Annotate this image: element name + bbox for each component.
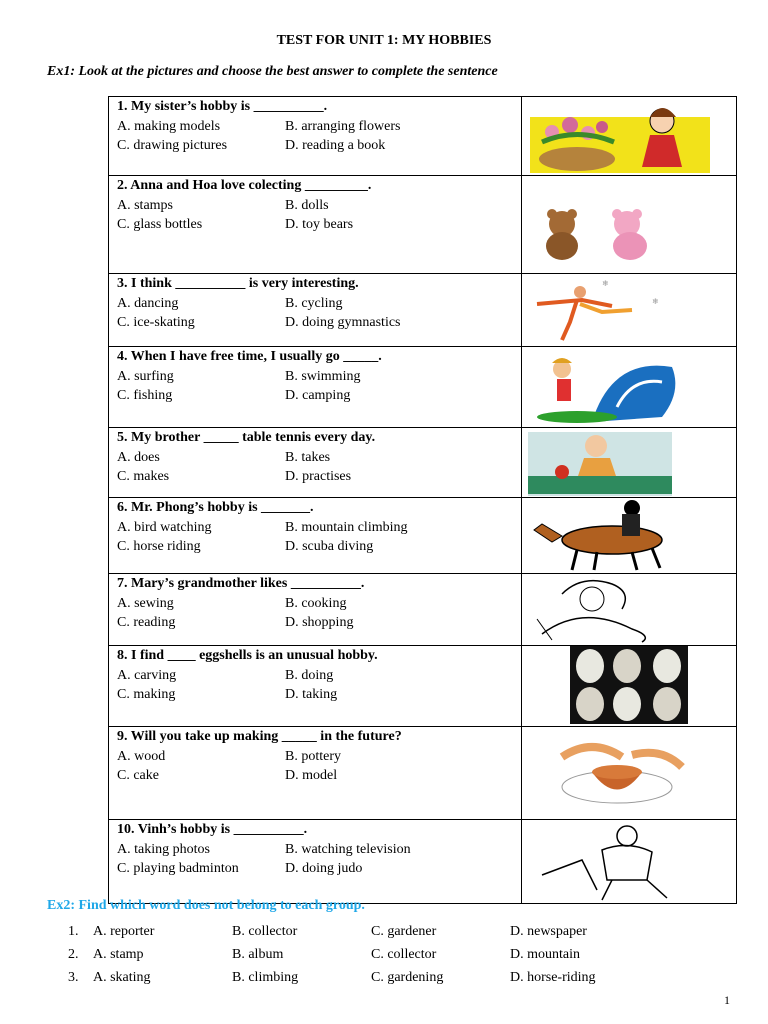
option-d: D. camping: [285, 388, 351, 403]
ex2-list: [68, 920, 630, 989]
option-b: B. takes: [285, 449, 331, 465]
option-d: D. newspaper: [510, 923, 587, 939]
teddy-bears-picture: [522, 176, 736, 273]
ex1-instruction: Ex1: Look at the pictures and choose the best answer to complete the sentence: [47, 64, 498, 79]
option-a: A. taking photos: [117, 841, 210, 857]
grandmother-sewing-picture: [522, 574, 736, 645]
option-d: D. doing judo: [285, 861, 363, 876]
option-b: B. watching television: [285, 841, 411, 857]
option-c: C. ice-skating: [117, 315, 195, 330]
option-b: B. collector: [232, 923, 298, 939]
question-text: 4. When I have free time, I usually go _____.: [117, 349, 382, 364]
option-a: A. surfing: [117, 368, 174, 384]
question-row: [109, 176, 737, 274]
judo-picture: [522, 820, 736, 903]
option-d: D. shopping: [285, 615, 354, 630]
option-d: D. doing gymnastics: [285, 315, 401, 330]
svg-text:❄: ❄: [652, 297, 659, 306]
option-d: D. mountain: [510, 946, 580, 962]
option-a: A. dancing: [117, 295, 179, 311]
option-c: C. makes: [117, 469, 170, 484]
ice-skater-picture: [522, 274, 736, 346]
item-number: 2.: [68, 946, 79, 962]
horse-rider-picture: [522, 498, 736, 573]
option-a: A. making models: [117, 118, 221, 134]
ex2-instruction: Ex2: Find which word does not belong to each group.: [47, 898, 365, 913]
option-c: C. cake: [117, 768, 159, 783]
option-c: C. making: [117, 687, 176, 702]
question-text: 10. Vinh’s hobby is __________.: [117, 822, 308, 837]
question-row: [109, 428, 737, 498]
carved-eggshells-picture: [522, 646, 736, 726]
flower-arranging-picture: [522, 97, 736, 175]
question-row: [109, 574, 737, 646]
option-c: C. gardener: [371, 923, 437, 939]
pottery-picture: [522, 727, 736, 819]
option-d: D. scuba diving: [285, 539, 374, 554]
question-text: 9. Will you take up making _____ in the future?: [117, 729, 402, 744]
svg-text:❄: ❄: [602, 279, 609, 288]
option-b: B. cooking: [285, 595, 347, 611]
question-row: [109, 820, 737, 904]
option-c: C. drawing pictures: [117, 138, 228, 153]
option-c: C. horse riding: [117, 539, 201, 554]
question-row: [109, 274, 737, 347]
option-c: C. playing badminton: [117, 861, 239, 876]
option-a: A. bird watching: [117, 519, 212, 535]
option-c: C. collector: [371, 946, 437, 962]
option-a: A. reporter: [93, 923, 155, 939]
item-number: 1.: [68, 923, 79, 939]
option-b: B. cycling: [285, 295, 343, 311]
ex2-row: [68, 920, 630, 943]
option-a: A. does: [117, 449, 160, 465]
option-c: C. glass bottles: [117, 217, 203, 232]
option-c: C. gardening: [371, 969, 444, 985]
option-b: B. arranging flowers: [285, 118, 401, 134]
option-a: A. stamps: [117, 197, 173, 213]
question-text: 8. I find ____ eggshells is an unusual hobby.: [117, 648, 378, 663]
page-number: 1: [724, 993, 730, 1007]
option-a: A. sewing: [117, 595, 174, 611]
option-b: B. swimming: [285, 368, 361, 384]
questions-table: [108, 96, 737, 904]
option-c: C. reading: [117, 615, 176, 630]
option-a: A. carving: [117, 667, 177, 683]
question-text: 1. My sister’s hobby is __________.: [117, 99, 328, 114]
option-b: B. doing: [285, 667, 334, 683]
option-d: D. toy bears: [285, 217, 354, 232]
table-tennis-picture: [522, 428, 736, 497]
question-row: [109, 97, 737, 176]
item-number: 3.: [68, 969, 79, 985]
option-a: A. wood: [117, 748, 166, 764]
question-text: 3. I think __________ is very interesting.: [117, 276, 359, 291]
option-d: D. taking: [285, 687, 338, 702]
option-d: D. practises: [285, 469, 352, 484]
option-d: D. horse-riding: [510, 969, 596, 985]
question-text: 2. Anna and Hoa love colecting _________.: [117, 178, 372, 193]
page-title: TEST FOR UNIT 1: MY HOBBIES: [276, 33, 492, 48]
question-row: [109, 498, 737, 574]
surfer-picture: [522, 347, 736, 427]
question-text: 7. Mary’s grandmother likes __________.: [117, 576, 365, 591]
option-a: A. stamp: [93, 946, 144, 962]
option-b: B. climbing: [232, 969, 299, 985]
question-row: [109, 347, 737, 428]
option-b: B. mountain climbing: [285, 519, 408, 535]
option-d: D. model: [285, 768, 338, 783]
option-a: A. skating: [93, 969, 151, 985]
question-row: [109, 646, 737, 727]
question-text: 6. Mr. Phong’s hobby is _______.: [117, 500, 314, 515]
option-d: D. reading a book: [285, 138, 386, 153]
question-text: 5. My brother _____ table tennis every day.: [117, 430, 376, 445]
question-row: [109, 727, 737, 820]
option-b: B. album: [232, 946, 284, 962]
ex2-row: [68, 943, 630, 966]
option-b: B. pottery: [285, 748, 341, 764]
option-b: B. dolls: [285, 197, 329, 213]
option-c: C. fishing: [117, 388, 173, 403]
ex2-row: [68, 966, 630, 989]
